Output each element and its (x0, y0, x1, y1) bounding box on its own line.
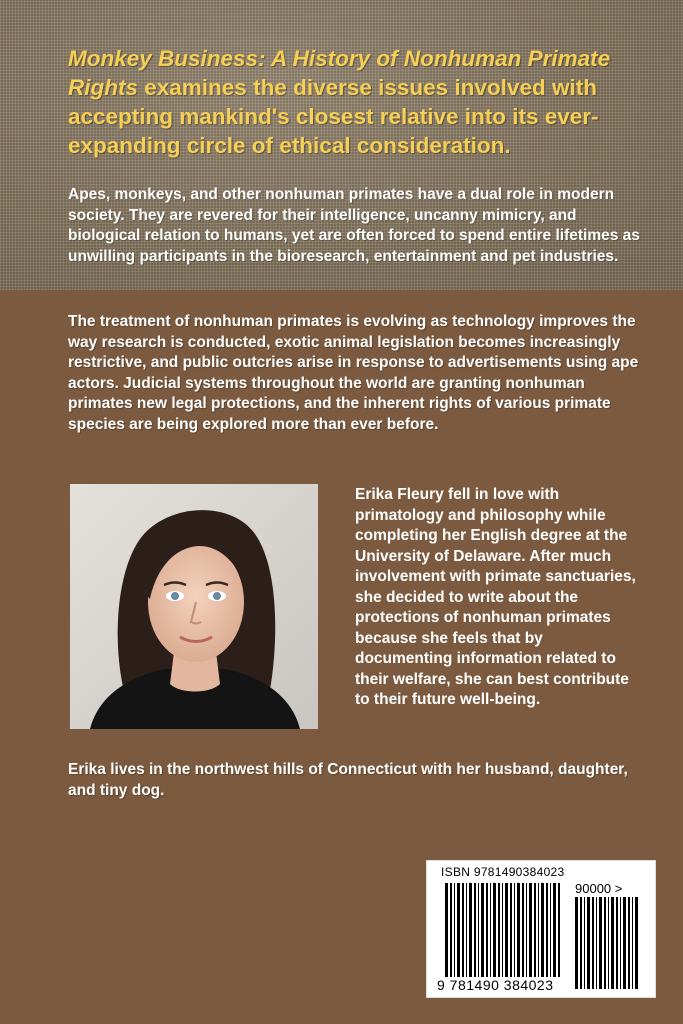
book-blurb (68, 44, 658, 160)
author-photo (70, 484, 318, 729)
author-portrait-illustration (70, 484, 318, 729)
isbn-digits: 9 781490 384023 (437, 977, 554, 993)
isbn-barcode (426, 860, 656, 998)
price-code-label: 90000 > (575, 881, 623, 896)
book-title: Monkey Business: A History of Nonhuman Primate Rights (68, 46, 611, 100)
description-paragraph-1: Apes, monkeys, and other nonhuman primates have a dual role in modern society. They are revered for their intelligence, uncanny mimicry, and biological relation to humans, yet are often forced to spend entire lifetimes as unwilling participants in the bioresearch, entertainment and pet industries. (68, 186, 640, 265)
description-paragraph-2: The treatment of nonhuman primates is evolving as technology improves the way research is conducted, exotic animal legislation becomes increasingly restrictive, and public outcries arise in response to advertisements using ape actors. Judicial systems throughout the world are granting nonhuman primates new legal protections, and the inherent rights of various primate species are being explored more than ever before. (68, 313, 639, 433)
author-bio: Erika Fleury fell in love with primatology and philosophy while completing her English degree at the University of Delaware. After much involvement with primate sanctuaries, she decided to write about the protections of nonhuman primates because she feels that by documenting information related to their welfare, she can best contribute to their future well-being. (355, 486, 636, 708)
blurb-text: examines the diverse issues involved with accepting mankind's closest relative into its ever-expanding circle of ethical consideration. (68, 75, 599, 158)
isbn-label: ISBN 9781490384023 (441, 865, 565, 879)
author-home-paragraph: Erika lives in the northwest hills of Connecticut with her husband, daughter, and tiny dog. (68, 761, 628, 799)
